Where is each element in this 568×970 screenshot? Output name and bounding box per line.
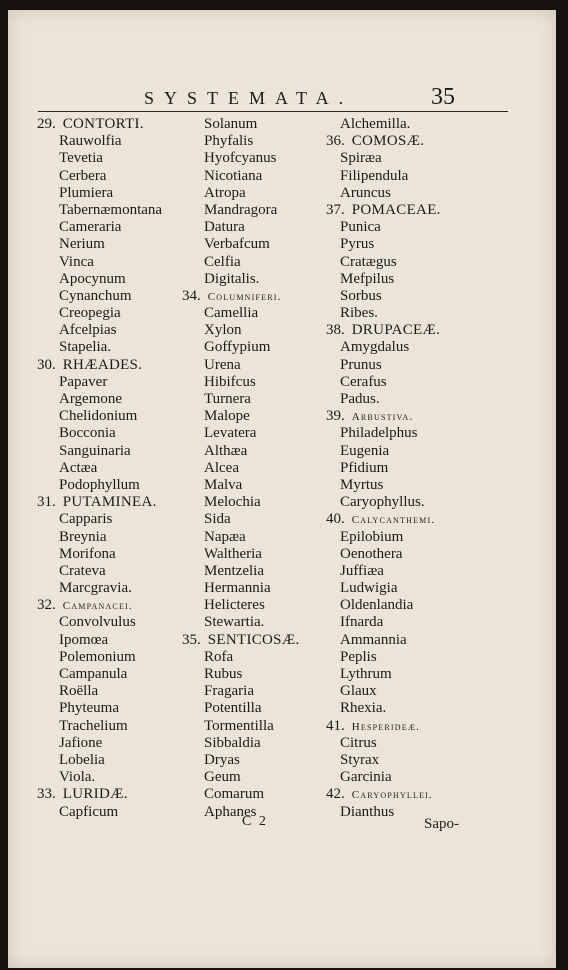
genus-entry: [182, 769, 338, 786]
genus-name: Tabernæmontana: [59, 201, 163, 218]
genus-name: Rauwolfia: [59, 133, 122, 150]
running-title: SYSTEMATA.: [144, 88, 354, 108]
genus-entry: [37, 546, 197, 563]
genus-name: Pyrus: [340, 236, 375, 253]
genus-entry: [326, 546, 516, 563]
genus-entry: [326, 494, 516, 511]
genus-entry: [182, 649, 338, 666]
genus-entry: [37, 752, 197, 769]
genus-name: Mefpilus: [340, 270, 395, 287]
genus-name: Argemone: [59, 391, 123, 407]
genus-entry: [37, 305, 197, 322]
genus-name: Oldenlandia: [340, 597, 414, 614]
genus-entry: [182, 202, 338, 219]
genus-name: Stewartia.: [204, 614, 265, 631]
genus-name: Punica: [340, 219, 381, 236]
genus-entry: [182, 460, 338, 477]
genus-name: Trachelium: [59, 717, 128, 734]
genus-name: Alcea: [204, 459, 239, 476]
genus-entry: [182, 236, 338, 253]
genus-name: Filipendula: [340, 167, 409, 184]
genus-entry: [182, 683, 338, 700]
order-heading: [326, 133, 516, 150]
genus-entry: [37, 322, 197, 339]
order-number: 32.: [37, 597, 56, 614]
order-name: RHÆADES.: [62, 356, 143, 373]
genus-name: Datura: [204, 219, 245, 236]
genus-name: Caryophyllus.: [340, 494, 425, 511]
genus-name: Ifnarda: [340, 614, 384, 631]
genus-entry: [37, 580, 197, 597]
genus-name: Rubus: [204, 666, 243, 682]
catchword: Sapo-: [424, 816, 459, 832]
genus-entry: [182, 443, 338, 460]
genus-name: Sanguinaria: [59, 442, 131, 459]
genus-entry: [326, 666, 516, 683]
genus-name: Apocynum: [59, 270, 126, 287]
genus-entry: [37, 718, 197, 735]
order-number: 34.: [182, 287, 201, 304]
genus-name: Turnera: [204, 391, 251, 407]
genus-entry: [326, 116, 516, 133]
genus-entry: [182, 546, 338, 563]
genus-entry: [326, 649, 516, 666]
order-number: 39.: [326, 408, 345, 425]
genus-entry: [37, 804, 197, 821]
genus-name: Dianthus: [340, 803, 395, 820]
genus-entry: [326, 357, 516, 374]
order-heading: [326, 408, 516, 425]
genus-name: Potentilla: [204, 700, 262, 717]
genus-name: Amygdalus: [340, 339, 410, 356]
genus-entry: [326, 168, 516, 185]
genus-name: Levatera: [204, 425, 257, 442]
genus-name: Crateva: [59, 562, 106, 579]
genus-entry: [37, 202, 197, 219]
order-number: 37.: [326, 201, 345, 218]
genus-name: Breynia: [59, 528, 107, 545]
genus-entry: [326, 339, 516, 356]
signature-mark: C 2: [242, 814, 268, 829]
genus-name: Napæa: [204, 528, 246, 545]
genus-entry: [326, 443, 516, 460]
genus-entry: [37, 649, 197, 666]
genus-name: Melochia: [204, 494, 261, 511]
genus-name: Garcinia: [340, 769, 392, 786]
order-heading: [37, 494, 197, 511]
genus-entry: [182, 374, 338, 391]
genus-entry: [182, 786, 338, 803]
order-number: 35.: [182, 631, 201, 648]
genus-name: Tormentilla: [204, 717, 274, 734]
genus-name: Ipomœa: [59, 631, 109, 648]
header-rule: [38, 111, 508, 112]
order-name: Calycanthemi.: [351, 514, 436, 527]
genus-entry: [326, 185, 516, 202]
order-number: 29.: [37, 116, 56, 132]
genus-name: Comarum: [204, 786, 264, 803]
order-heading: [37, 116, 197, 133]
order-heading: [37, 786, 197, 803]
genus-name: Vinca: [59, 253, 94, 270]
genus-name: Hyofcyanus: [204, 150, 277, 167]
genus-name: Rofa: [204, 648, 234, 665]
genus-name: Mandragora: [204, 201, 278, 218]
genus-entry: [182, 133, 338, 150]
genus-name: Phyteuma: [59, 700, 119, 717]
genus-name: Capficum: [59, 803, 119, 820]
genus-entry: [326, 632, 516, 649]
genus-entry: [37, 511, 197, 528]
genus-entry: [37, 735, 197, 752]
genus-name: Cerafus: [340, 373, 387, 390]
genus-entry: [37, 254, 197, 271]
order-heading: [37, 357, 197, 374]
genus-entry: [326, 804, 516, 821]
genus-name: Pfidium: [340, 459, 389, 476]
genus-name: Capparis: [59, 511, 113, 528]
genus-entry: [326, 460, 516, 477]
order-number: 33.: [37, 786, 56, 803]
genus-name: Phyfalis: [204, 133, 254, 150]
order-heading: [326, 718, 516, 735]
genus-entry: [326, 752, 516, 769]
genus-name: Actæa: [59, 459, 98, 476]
genus-entry: [37, 150, 197, 167]
genus-entry: [182, 752, 338, 769]
genus-name: Convolvulus: [59, 614, 136, 631]
genus-name: Juffiæa: [340, 562, 384, 579]
genus-entry: [326, 700, 516, 717]
genus-name: Cerbera: [59, 167, 107, 184]
order-heading: [326, 202, 516, 219]
genus-name: Hermannia: [204, 580, 271, 597]
order-heading: [326, 786, 516, 803]
genus-entry: [182, 666, 338, 683]
genus-entry: [182, 477, 338, 494]
genus-name: Polemonium: [59, 648, 136, 665]
genus-entry: [182, 271, 338, 288]
genus-name: Malva: [204, 476, 243, 493]
genus-entry: [326, 150, 516, 167]
genus-name: Ammannia: [340, 631, 407, 648]
genus-entry: [37, 374, 197, 391]
genus-name: Waltheria: [204, 545, 262, 562]
order-name: Campanacei.: [62, 600, 133, 613]
order-name: Hesperideæ.: [351, 720, 421, 733]
genus-name: Cratægus: [340, 253, 397, 270]
genus-entry: [37, 133, 197, 150]
order-heading: [37, 597, 197, 614]
genus-entry: [326, 425, 516, 442]
genus-name: Sida: [204, 511, 231, 528]
genus-name: Helicteres: [204, 597, 265, 614]
order-number: 31.: [37, 494, 56, 511]
genus-name: Ludwigia: [340, 580, 398, 597]
genus-entry: [37, 219, 197, 236]
genus-entry: [37, 683, 197, 700]
genus-entry: [182, 254, 338, 271]
genus-name: Sorbus: [340, 287, 382, 304]
genus-entry: [182, 322, 338, 339]
genus-entry: [182, 700, 338, 717]
genus-entry: [326, 769, 516, 786]
genus-entry: [37, 443, 197, 460]
order-name: Arbustiva.: [351, 411, 414, 424]
genus-entry: [182, 219, 338, 236]
order-heading: [326, 322, 516, 339]
page-number: 35: [431, 84, 455, 110]
genus-entry: [326, 563, 516, 580]
genus-entry: [326, 219, 516, 236]
order-number: 41.: [326, 717, 345, 734]
genus-name: Peplis: [340, 648, 377, 665]
genus-entry: [37, 339, 197, 356]
genus-name: Goffypium: [204, 339, 271, 356]
genus-entry: [182, 408, 338, 425]
genus-name: Urena: [204, 356, 241, 373]
order-name: LURIDÆ.: [62, 786, 128, 803]
genus-entry: [182, 116, 338, 133]
genus-name: Styrax: [340, 751, 380, 768]
genus-entry: [37, 529, 197, 546]
genus-name: Lobelia: [59, 751, 105, 768]
genus-name: Plumiera: [59, 184, 114, 201]
genus-name: Aruncus: [340, 184, 391, 201]
genus-entry: [182, 168, 338, 185]
genus-name: Philadelphus: [340, 425, 418, 442]
genus-name: Sibbaldia: [204, 734, 261, 751]
genus-entry: [182, 391, 338, 408]
genus-entry: [326, 288, 516, 305]
genus-name: Glaux: [340, 683, 377, 700]
genus-entry: [182, 305, 338, 322]
genus-entry: [182, 511, 338, 528]
genus-name: Nicotiana: [204, 167, 263, 184]
genus-name: Mentzelia: [204, 562, 264, 579]
genus-entry: [326, 271, 516, 288]
genus-entry: [326, 735, 516, 752]
genus-name: Afcelpias: [59, 322, 117, 339]
genus-name: Marcgravia.: [59, 580, 132, 597]
order-name: Caryophyllei.: [351, 789, 433, 802]
genus-entry: [37, 666, 197, 683]
genus-entry: [182, 614, 338, 631]
column-1: [37, 116, 197, 821]
genus-entry: [182, 339, 338, 356]
genus-name: Hibifcus: [204, 373, 256, 390]
genus-name: Althæa: [204, 442, 248, 459]
genus-name: Eugenia: [340, 442, 390, 459]
genus-entry: [182, 494, 338, 511]
order-number: 30.: [37, 356, 56, 373]
genus-entry: [326, 529, 516, 546]
genus-entry: [326, 580, 516, 597]
genus-entry: [326, 374, 516, 391]
genus-entry: [182, 150, 338, 167]
genus-name: Papaver: [59, 373, 108, 390]
genus-entry: [37, 563, 197, 580]
order-heading: [182, 632, 338, 649]
genus-entry: [182, 529, 338, 546]
genus-entry: [37, 460, 197, 477]
genus-name: Celfia: [204, 253, 241, 270]
genus-entry: [182, 185, 338, 202]
genus-entry: [37, 408, 197, 425]
genus-name: Camellia: [204, 305, 259, 322]
genus-entry: [37, 185, 197, 202]
genus-name: Bocconia: [59, 425, 116, 442]
genus-entry: [37, 391, 197, 408]
genus-entry: [182, 735, 338, 752]
genus-entry: [182, 597, 338, 614]
genus-name: Aphanes: [204, 803, 257, 820]
genus-entry: [326, 683, 516, 700]
genus-name: Lythrum: [340, 666, 392, 682]
genus-name: Malope: [204, 408, 250, 425]
column-2: [182, 116, 338, 821]
order-heading: [182, 288, 338, 305]
genus-name: Geum: [204, 769, 241, 786]
genus-entry: [326, 236, 516, 253]
order-number: 42.: [326, 786, 345, 803]
genus-name: Epilobium: [340, 528, 404, 545]
order-number: 38.: [326, 322, 345, 339]
order-name: Columniferi.: [207, 290, 282, 303]
order-number: 40.: [326, 511, 345, 528]
genus-name: Dryas: [204, 751, 240, 768]
genus-entry: [37, 425, 197, 442]
genus-name: Cynanchum: [59, 287, 132, 304]
genus-entry: [182, 718, 338, 735]
genus-entry: [326, 597, 516, 614]
genus-name: Ribes.: [340, 305, 378, 322]
genus-name: Alchemilla.: [340, 116, 411, 132]
genus-entry: [182, 425, 338, 442]
genus-entry: [326, 305, 516, 322]
genus-name: Myrtus: [340, 476, 384, 493]
genus-name: Spiræa: [340, 150, 382, 167]
genus-entry: [326, 614, 516, 631]
genus-name: Digitalis.: [204, 270, 260, 287]
genus-entry: [37, 271, 197, 288]
page-header: [8, 80, 556, 116]
book-page: [8, 10, 556, 968]
order-name: CONTORTI.: [62, 116, 144, 132]
genus-name: Xylon: [204, 322, 242, 339]
order-name: COMOSÆ.: [351, 133, 425, 150]
order-heading: [326, 511, 516, 528]
genus-entry: [37, 632, 197, 649]
genus-name: Cameraria: [59, 219, 122, 236]
genus-name: Atropa: [204, 184, 246, 201]
genus-name: Prunus: [340, 356, 382, 373]
column-3: [326, 116, 516, 821]
genus-name: Jafione: [59, 734, 103, 751]
genus-name: Roëlla: [59, 683, 99, 700]
genus-name: Padus.: [340, 391, 380, 407]
genus-entry: [37, 700, 197, 717]
order-number: 36.: [326, 133, 345, 150]
genus-entry: [37, 614, 197, 631]
genus-name: Stapelia.: [59, 339, 112, 356]
genus-entry: [182, 563, 338, 580]
genus-entry: [37, 477, 197, 494]
genus-name: Creopegia: [59, 305, 121, 322]
genus-entry: [37, 168, 197, 185]
order-name: POMACEAE.: [351, 201, 441, 218]
order-name: DRUPACEÆ.: [351, 322, 441, 339]
order-name: PUTAMINEA.: [62, 494, 157, 511]
genus-name: Tevetia: [59, 150, 103, 167]
genus-name: Verbafcum: [204, 236, 270, 253]
genus-entry: [37, 769, 197, 786]
genus-name: Morifona: [59, 545, 116, 562]
genus-entry: [37, 288, 197, 305]
genus-entry: [182, 357, 338, 374]
genus-name: Chelidonium: [59, 408, 138, 425]
genus-name: Podophyllum: [59, 476, 140, 493]
genus-name: Fragaria: [204, 683, 254, 700]
genus-name: Oenothera: [340, 545, 403, 562]
genus-name: Campanula: [59, 666, 128, 682]
genus-entry: [326, 391, 516, 408]
genus-name: Rhexia.: [340, 700, 387, 717]
genus-entry: [182, 580, 338, 597]
order-name: SENTICOSÆ.: [207, 631, 300, 648]
genus-name: Viola.: [59, 769, 96, 786]
genus-name: Solanum: [204, 116, 258, 132]
genus-name: Citrus: [340, 734, 377, 751]
genus-entry: [326, 254, 516, 271]
genus-entry: [37, 236, 197, 253]
genus-name: Nerium: [59, 236, 105, 253]
genus-entry: [326, 477, 516, 494]
